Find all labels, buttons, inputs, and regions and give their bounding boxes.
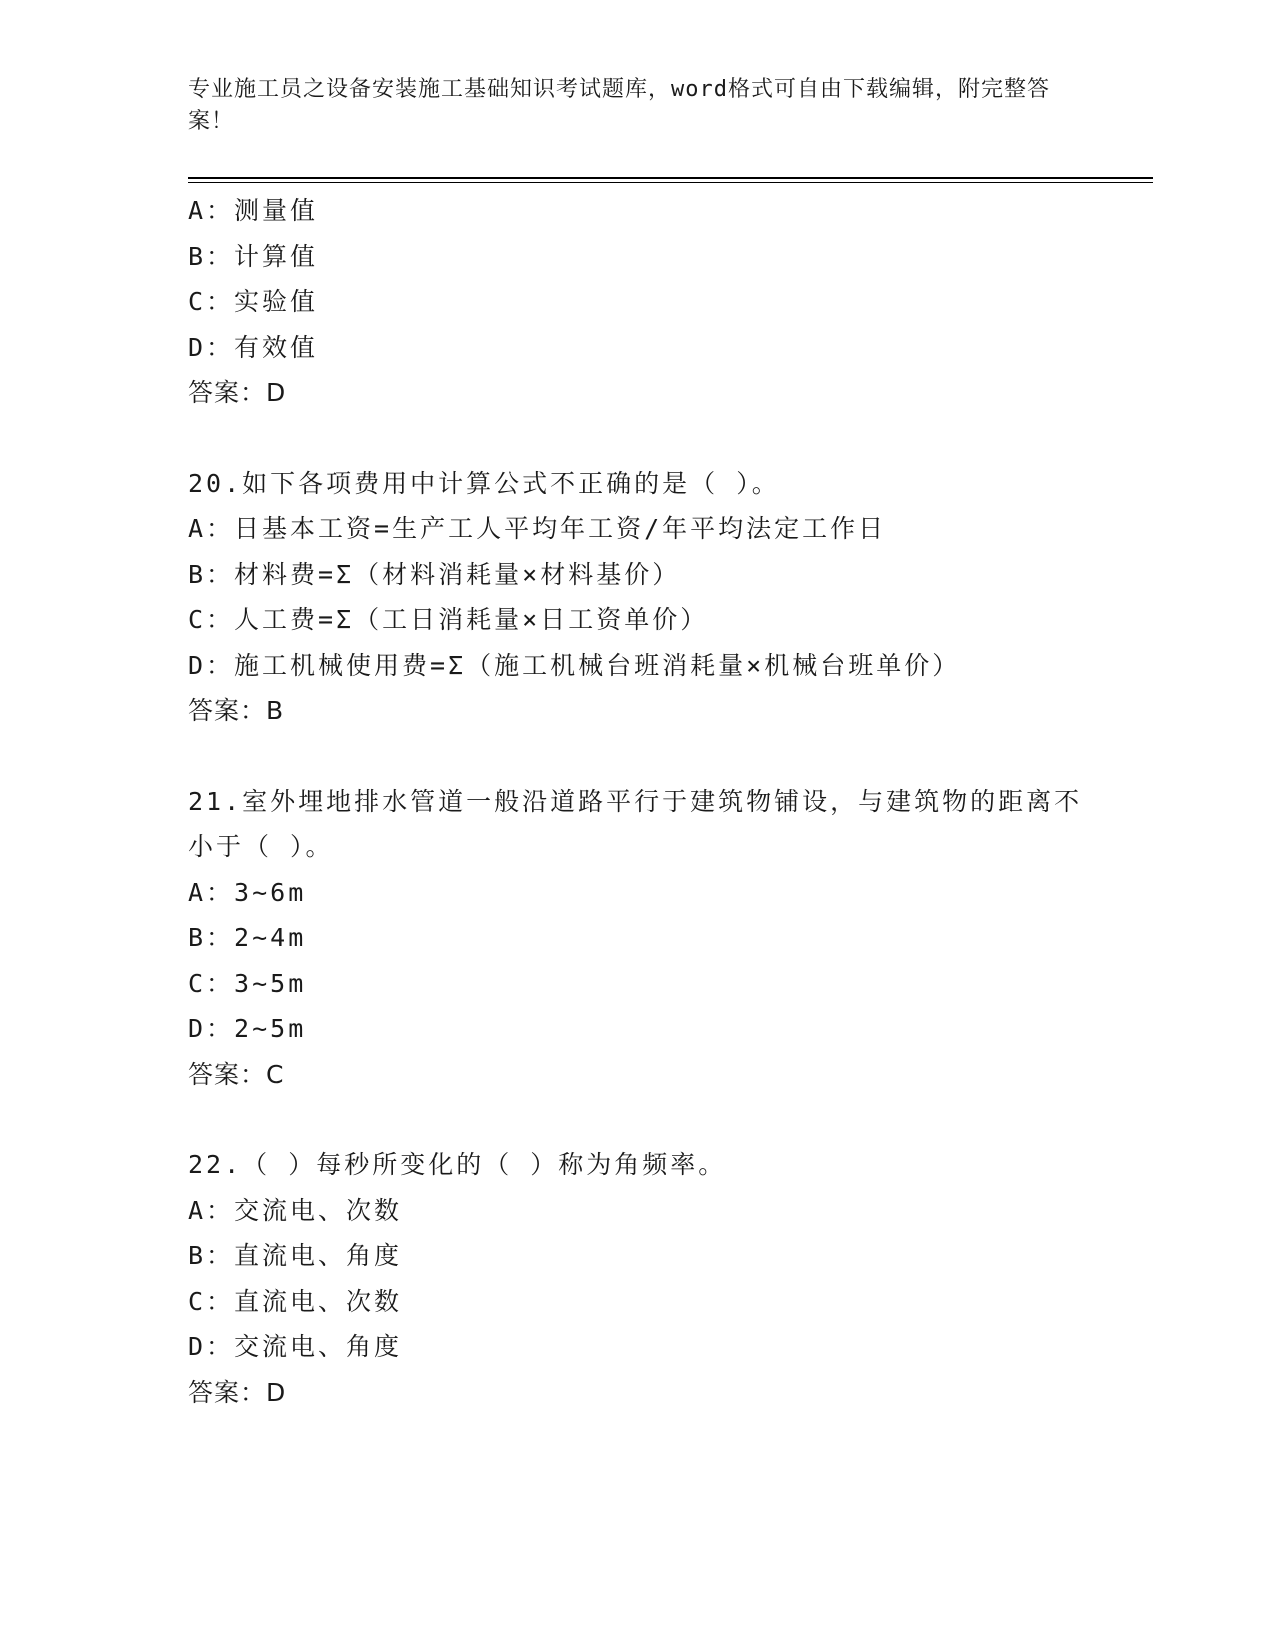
- answer-line: 答案：B: [188, 696, 285, 725]
- question-21: [188, 779, 1088, 1098]
- answer-line: 答案：D: [188, 1377, 287, 1407]
- option-a: A：交流电、次数: [188, 1195, 403, 1225]
- question-list: [188, 188, 1088, 1415]
- option-a: A：测量值: [188, 196, 319, 225]
- option-c: C：直流电、次数: [188, 1286, 403, 1316]
- document-header: 专业施工员之设备安装施工基础知识考试题库，word格式可自由下载编辑，附完整答案！: [188, 77, 1050, 134]
- question-stem: 20.如下各项费用中计算公式不正确的是（ ）。: [188, 468, 780, 498]
- option-d: D：有效值: [188, 332, 319, 362]
- question-stem: 22.（ ）每秒所变化的（ ）称为角频率。: [188, 1150, 727, 1179]
- option-d: D：交流电、角度: [188, 1332, 403, 1361]
- question-20: [188, 461, 1088, 734]
- option-c: C：人工费=Σ（工日消耗量×日工资单价）: [188, 605, 709, 634]
- option-a: A：3~6m: [188, 877, 307, 907]
- option-b: B：2~4m: [188, 923, 307, 952]
- option-b: B：计算值: [188, 241, 319, 271]
- spacer: [188, 734, 1088, 779]
- option-a: A：日基本工资=生产工人平均年工资/年平均法定工作日: [188, 514, 887, 543]
- question-22: [188, 1142, 1088, 1415]
- option-d: D：2~5m: [188, 1014, 307, 1043]
- option-c: C：3~5m: [188, 968, 307, 998]
- header-divider-thin: [188, 182, 1153, 183]
- spacer: [188, 1097, 1088, 1142]
- option-b: B：材料费=Σ（材料消耗量×材料基价）: [188, 559, 681, 589]
- option-c: C：实验值: [188, 287, 319, 316]
- header-divider-thick: [188, 177, 1153, 179]
- option-b: B：直流电、角度: [188, 1241, 403, 1270]
- question-stem: 21.室外埋地排水管道一般沿道路平行于建筑物铺设，与建筑物的距离不小于（ ）。: [188, 786, 1083, 861]
- option-d: D：施工机械使用费=Σ（施工机械台班消耗量×机械台班单价）: [188, 650, 961, 680]
- answer-line: 答案：C: [188, 1059, 285, 1089]
- question-19-continued: [188, 188, 1088, 416]
- answer-line: 答案：D: [188, 378, 287, 407]
- spacer: [188, 416, 1088, 461]
